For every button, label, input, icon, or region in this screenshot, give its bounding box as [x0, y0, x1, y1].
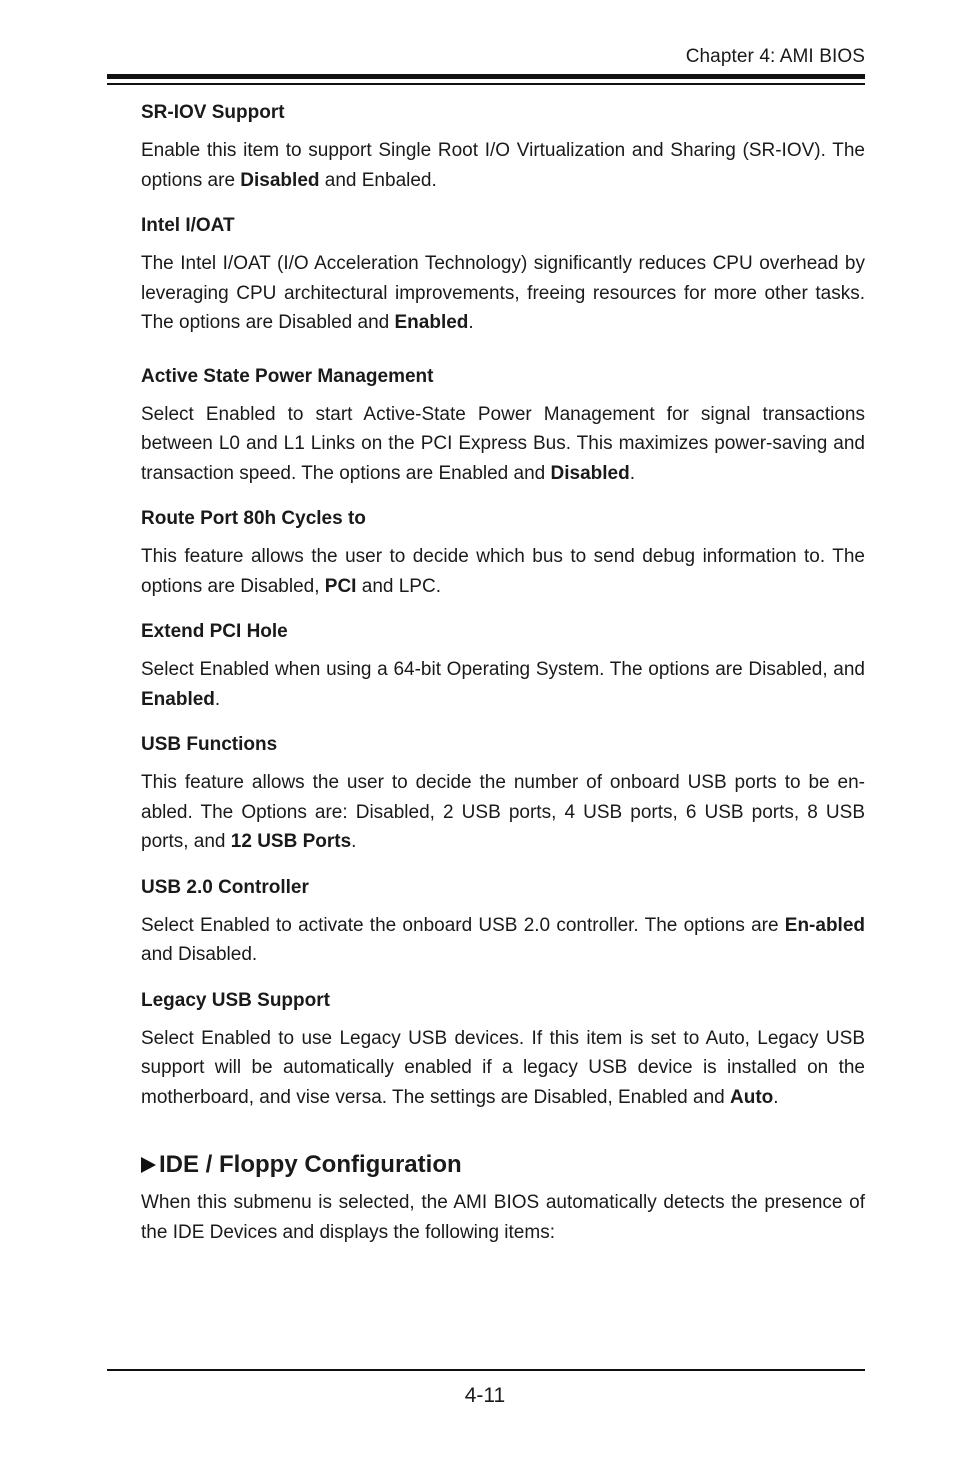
description-text: . — [773, 1086, 779, 1108]
default-option: En-abled — [784, 914, 865, 936]
default-option: Enabled — [394, 312, 469, 333]
description-text: . — [214, 688, 221, 710]
item-title: Legacy USB Support — [141, 989, 330, 1011]
description-text: . — [468, 312, 474, 333]
item-description — [141, 249, 865, 338]
description-text: and Disabled. — [141, 944, 258, 965]
item-description — [141, 1024, 865, 1113]
submenu-title — [141, 1150, 865, 1180]
running-header: Chapter 4: AMI BIOS — [685, 46, 865, 67]
submenu-title-text: IDE / Floppy Configuration — [159, 1151, 462, 1178]
item-extend-pci-hole — [141, 619, 865, 714]
item-title: Intel I/OAT — [141, 215, 235, 236]
description-text: Enable this item to support Single Root I/O Virtualization and Sharing (SR-IOV). The options are — [141, 140, 865, 191]
default-option: Auto — [730, 1086, 774, 1108]
footer-rule — [107, 1369, 865, 1371]
description-text: . — [351, 831, 357, 852]
default-option: Enabled — [141, 688, 215, 710]
triangle-right-icon — [141, 1157, 156, 1173]
submenu-ide-floppy — [141, 1150, 865, 1247]
item-title: Route Port 80h Cycles to — [141, 508, 366, 529]
item-description — [141, 768, 865, 857]
item-usb-2-controller — [141, 875, 865, 970]
item-active-state-power-management — [141, 364, 865, 489]
description-text: This feature allows the user to decide which bus to send debug information to. The options are Disabled, — [141, 546, 865, 597]
default-option: Disabled — [240, 169, 320, 191]
description-text: This feature allows the user to decide the number of onboard USB ports to be en-abled. The Options are: Disabled, 2 USB ports, 4 USB ports, 6 USB ports, 8 USB ports, and — [141, 772, 865, 852]
default-option: Disabled — [550, 462, 630, 484]
header-rule-thin — [107, 83, 865, 85]
description-text: and LPC. — [356, 575, 441, 597]
item-title: SR-IOV Support — [141, 102, 285, 123]
description-text: Select Enabled to start Active-State Power Management for signal transactions between L0 and L1 Links on the PCI Express Bus. This maximizes power-saving and transaction speed. The options are Enabled and — [141, 403, 865, 484]
default-option: PCI — [324, 575, 357, 597]
default-option: 12 USB Ports — [230, 831, 352, 852]
item-description — [141, 911, 865, 970]
item-sr-iov-support — [141, 100, 865, 195]
item-description — [141, 655, 865, 714]
item-title: USB 2.0 Controller — [141, 876, 309, 898]
page-content — [141, 100, 865, 1265]
description-text: The Intel I/OAT (I/O Acceleration Technology) significantly reduces CPU overhead by leveraging CPU architectural improvements, freeing resources for more other tasks. The options are Disabled and — [141, 253, 865, 333]
description-text: and Enbaled. — [319, 169, 437, 191]
description-text: Select Enabled to activate the onboard USB 2.0 controller. The options are — [141, 914, 785, 936]
header-rule-thick — [107, 74, 865, 79]
item-legacy-usb-support — [141, 988, 865, 1113]
item-description — [141, 136, 865, 195]
description-text: Select Enabled to use Legacy USB devices. If this item is set to Auto, Legacy USB support will be automatically enabled if a legacy USB device is installed on the motherboard, and vise versa. The settings are Disabled, Enabled and — [141, 1027, 865, 1108]
submenu-description: When this submenu is selected, the AMI BIOS automatically detects the presence of the IDE Devices and displays the following items: — [141, 1192, 865, 1243]
item-description — [141, 400, 865, 489]
item-route-port-80h — [141, 506, 865, 601]
item-description — [141, 542, 865, 601]
description-text: . — [629, 462, 635, 484]
item-title: USB Functions — [141, 734, 278, 755]
item-intel-ioat — [141, 213, 865, 338]
item-usb-functions — [141, 732, 865, 857]
item-title: Extend PCI Hole — [141, 621, 288, 642]
item-title: Active State Power Management — [141, 365, 434, 387]
description-text: Select Enabled when using a 64-bit Operating System. The options are Disabled, and — [141, 659, 865, 680]
page-number: 4-11 — [464, 1384, 506, 1407]
